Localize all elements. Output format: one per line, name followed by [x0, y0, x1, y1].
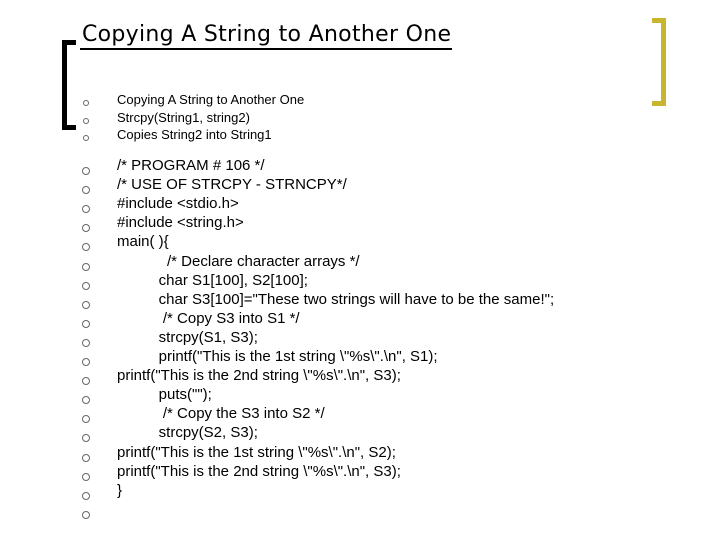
code-text: main( ){ [117, 233, 169, 251]
code-text: /* Copy S3 into S1 */ [117, 309, 300, 327]
bullet-icon [82, 263, 90, 271]
bullet-icon [82, 167, 90, 175]
summary-text: Copies String2 into String1 [117, 127, 272, 142]
bullet-icon [82, 492, 90, 500]
code-text: /* Copy the S3 into S2 */ [117, 405, 325, 423]
code-text: strcpy(S2, S3); [117, 424, 258, 442]
code-text: printf("This is the 2nd string \"%s\".\n", S3); [117, 462, 401, 480]
left-bracket-decoration [62, 40, 76, 130]
bullet-icon [82, 301, 90, 309]
bullet-icon [82, 358, 90, 366]
code-text: #include <stdio.h> [117, 195, 239, 213]
code-text: char S3[100]="These two strings will have to be the same!"; [117, 290, 555, 308]
code-text: printf("This is the 1st string \"%s\".\n", S2); [117, 443, 396, 461]
code-text: char S1[100], S2[100]; [117, 271, 308, 289]
bullet-icon [82, 205, 90, 213]
bullet-icon [82, 377, 90, 385]
bullet-icon [82, 511, 90, 519]
bullet-icon [82, 339, 90, 347]
bullet-icon [83, 100, 89, 106]
right-bracket-decoration [652, 18, 666, 106]
code-text: printf("This is the 2nd string \"%s\".\n", S3); [117, 367, 401, 385]
bullet-icon [82, 473, 90, 481]
bullet-icon [82, 454, 90, 462]
slide-title: Copying A String to Another One [82, 22, 452, 47]
bullet-icon [83, 118, 89, 124]
code-text: /* USE OF STRCPY - STRNCPY*/ [117, 176, 347, 194]
code-text: strcpy(S1, S3); [117, 328, 258, 346]
title-underline [80, 48, 452, 50]
code-text: printf("This is the 1st string \"%s\".\n", S1); [117, 348, 438, 365]
code-text: #include <string.h> [117, 214, 244, 232]
summary-text: Copying A String to Another One [117, 92, 305, 107]
bullet-icon [82, 415, 90, 423]
code-text: } [117, 481, 123, 499]
summary-text: Strcpy(String1, string2) [117, 109, 250, 125]
bullet-icon [82, 186, 90, 194]
bullet-icon [82, 243, 90, 251]
code-text: /* PROGRAM # 106 */ [117, 157, 265, 174]
bullet-icon [82, 224, 90, 232]
code-text: puts(""); [117, 386, 212, 404]
code-text: /* Declare character arrays */ [117, 252, 360, 270]
bullet-icon [82, 320, 90, 328]
bullet-icon [83, 135, 89, 141]
bullet-icon [82, 282, 90, 290]
bullet-icon [82, 396, 90, 404]
bullet-icon [82, 434, 90, 442]
